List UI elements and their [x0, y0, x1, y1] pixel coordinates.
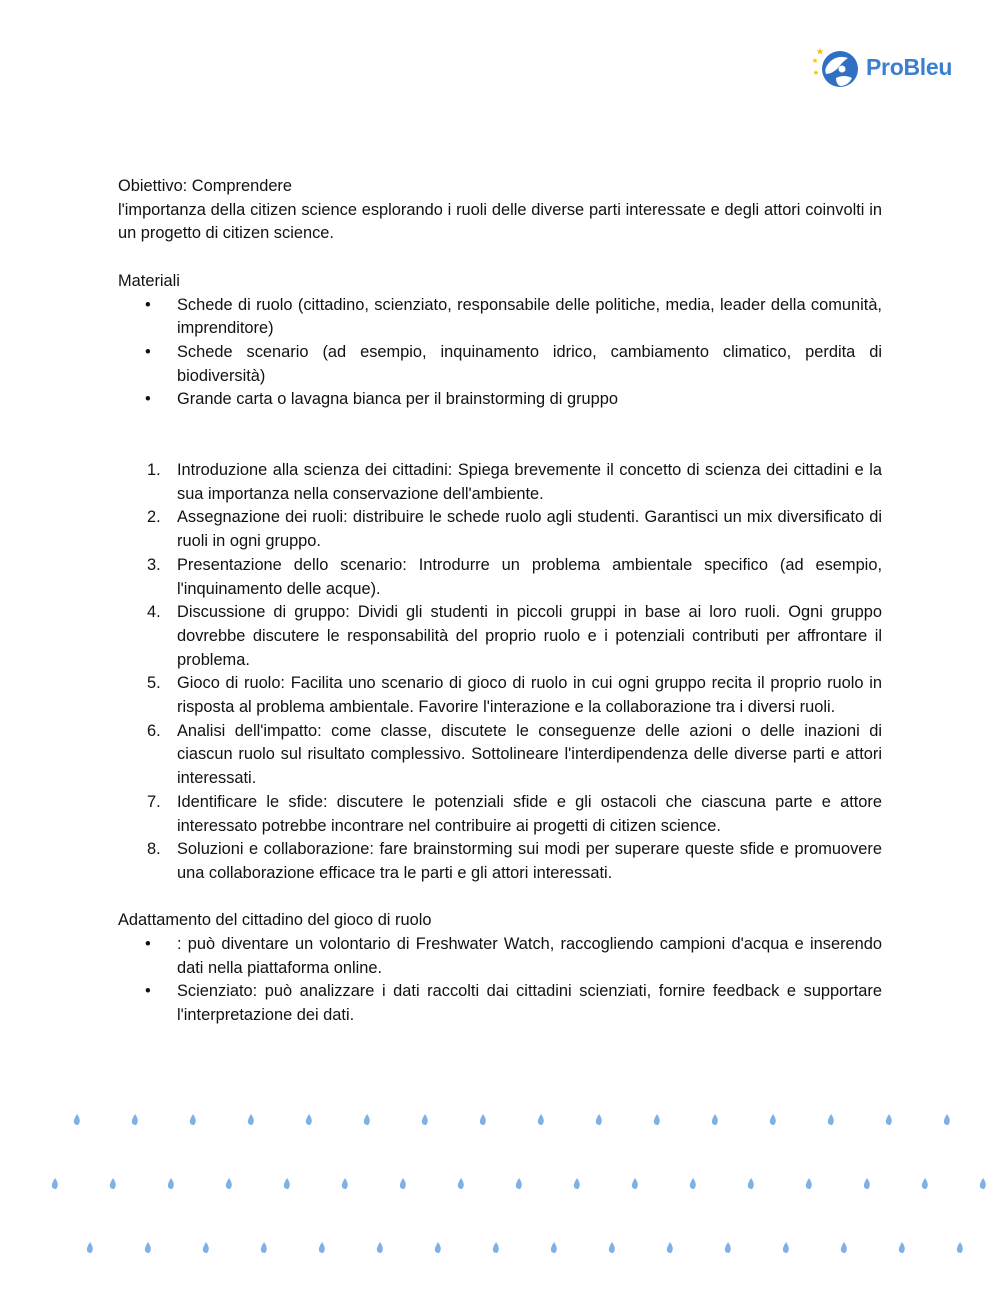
probleu-globe-icon — [812, 44, 862, 94]
water-drop-icon — [319, 1242, 325, 1253]
water-drop-icon — [145, 1242, 151, 1253]
list-item: • Schede scenario (ad esempio, inquinamento idrico, cambiamento climatico, perdita di biodiversità) — [145, 342, 882, 385]
objective-text: l'importanza della citizen science esplorando i ruoli delle diverse parti interessate e degli attori coinvolti in un progetto di citizen science. — [118, 200, 882, 243]
water-drop-icon — [74, 1114, 80, 1125]
list-item: 2. Assegnazione dei ruoli: distribuire le schede ruolo agli studenti. Garantisci un mix diversificato di ruoli in ogni gruppo. — [147, 508, 882, 551]
water-drop-icon — [226, 1178, 232, 1189]
materials-list — [118, 294, 882, 413]
list-item: • Schede di ruolo (cittadino, scienziato, responsabile delle politiche, media, leader della comunità, imprenditore) — [145, 295, 882, 338]
water-drop-icon — [306, 1114, 312, 1125]
water-drop-icon — [87, 1242, 93, 1253]
water-drop-icon — [770, 1114, 776, 1125]
document-body — [118, 175, 882, 1028]
water-drop-icon — [435, 1242, 441, 1253]
water-drop-icon — [725, 1242, 731, 1253]
logo-text: ProBleu — [866, 54, 953, 80]
water-drop-icon — [538, 1114, 544, 1125]
water-drop-icon — [957, 1242, 963, 1253]
list-item: • Scienziato: può analizzare i dati raccolti dai cittadini scienziati, fornire feedback e supportare l'interpretazione dei dati. — [145, 982, 882, 1025]
water-drop-icon — [783, 1242, 789, 1253]
water-drop-icon — [574, 1178, 580, 1189]
bullet: • — [145, 342, 151, 361]
water-drop-icon — [400, 1178, 406, 1189]
water-drop-icon — [632, 1178, 638, 1189]
water-drop-icon — [203, 1242, 209, 1253]
water-drop-icon — [828, 1114, 834, 1125]
water-drop-icon — [168, 1178, 174, 1189]
water-drop-icon — [690, 1178, 696, 1189]
water-drop-icon — [841, 1242, 847, 1253]
list-item: 5. Gioco di ruolo: Facilita uno scenario di gioco di ruolo in cui ogni gruppo recita il proprio ruolo in risposta al problema ambientale. Favorire l'interazione e la collaborazione tra i diversi ruoli. — [147, 674, 882, 717]
water-drop-icon — [609, 1242, 615, 1253]
probleu-logo — [812, 44, 972, 94]
materials-heading: Materiali — [118, 271, 180, 290]
objective-label: Obiettivo: Comprendere — [118, 177, 293, 195]
bullet: • — [145, 935, 151, 954]
water-drop-icon — [516, 1178, 522, 1189]
adaptation-heading: Adattamento del cittadino del gioco di ruolo — [118, 911, 432, 930]
list-item: 3. Presentazione dello scenario: Introdurre un problema ambientale specifico (ad esempio, l'inquinamento delle acque). — [147, 555, 882, 598]
list-item: 8. Soluzioni e collaborazione: fare brainstorming sui modi per superare queste sfide e promuovere una collaborazione efficace tra le parti e gli attori interessati. — [147, 840, 882, 882]
water-drop-icon — [261, 1242, 267, 1253]
water-drop-icon — [806, 1178, 812, 1189]
water-drop-icon — [132, 1114, 138, 1125]
water-drop-icon — [480, 1114, 486, 1125]
water-drop-pattern — [0, 1100, 1000, 1270]
water-drop-icon — [667, 1242, 673, 1253]
water-drop-icon — [458, 1178, 464, 1189]
water-drop-icon — [190, 1114, 196, 1125]
bullet: • — [145, 982, 151, 1001]
list-item: 4. Discussione di gruppo: Dividi gli studenti in piccoli gruppi in base ai loro ruoli. Ogni gruppo dovrebbe discutere le responsabilità del proprio ruolo e i potenziali contributi per affrontare il problema. — [147, 603, 882, 669]
bullet: • — [145, 390, 151, 409]
list-item: 6. Analisi dell'impatto: come classe, discutete le conseguenze delle azioni o delle inazioni di ciascun ruolo sul risultato complessivo. Sottolineare l'interdipendenza delle diverse parti e attori interessati. — [147, 721, 882, 788]
water-drop-icon — [712, 1114, 718, 1125]
water-drop-icon — [52, 1178, 58, 1189]
water-drop-icon — [284, 1178, 290, 1189]
water-drop-icon — [377, 1242, 383, 1253]
list-item: • : può diventare un volontario di Freshwater Watch, raccogliendo campioni d'acqua e inserendo dati nella piattaforma online. — [145, 935, 882, 977]
water-drop-icon — [864, 1178, 870, 1189]
water-drop-icon — [944, 1114, 950, 1125]
steps-list — [118, 459, 882, 886]
water-drop-icon — [422, 1114, 428, 1125]
water-drop-icon — [922, 1178, 928, 1189]
water-drop-icon — [364, 1114, 370, 1125]
bullet: • — [145, 295, 151, 314]
water-drop-icon — [654, 1114, 660, 1125]
water-drop-icon — [110, 1178, 116, 1189]
water-drop-icon — [980, 1178, 986, 1189]
list-item: • Grande carta o lavagna bianca per il brainstorming di gruppo — [118, 388, 882, 412]
water-drop-icon — [596, 1114, 602, 1125]
water-drop-icon — [551, 1242, 557, 1253]
water-drop-icon — [899, 1242, 905, 1253]
water-drop-icon — [886, 1114, 892, 1125]
water-drop-icon — [248, 1114, 254, 1125]
list-item: 1. Introduzione alla scienza dei cittadini: Spiega brevemente il concetto di scienza dei cittadini e la sua importanza nella conservazione dell'ambiente. — [147, 461, 882, 503]
adaptation-list — [118, 933, 882, 1028]
water-drop-icon — [342, 1178, 348, 1189]
list-item: 7. Identificare le sfide: discutere le potenziali sfide e gli ostacoli che ciascuna parte e attore interessato potrebbe incontrare nel contribuire ai progetti di citizen science. — [147, 792, 882, 835]
water-drop-icon — [493, 1242, 499, 1253]
water-drop-icon — [748, 1178, 754, 1189]
